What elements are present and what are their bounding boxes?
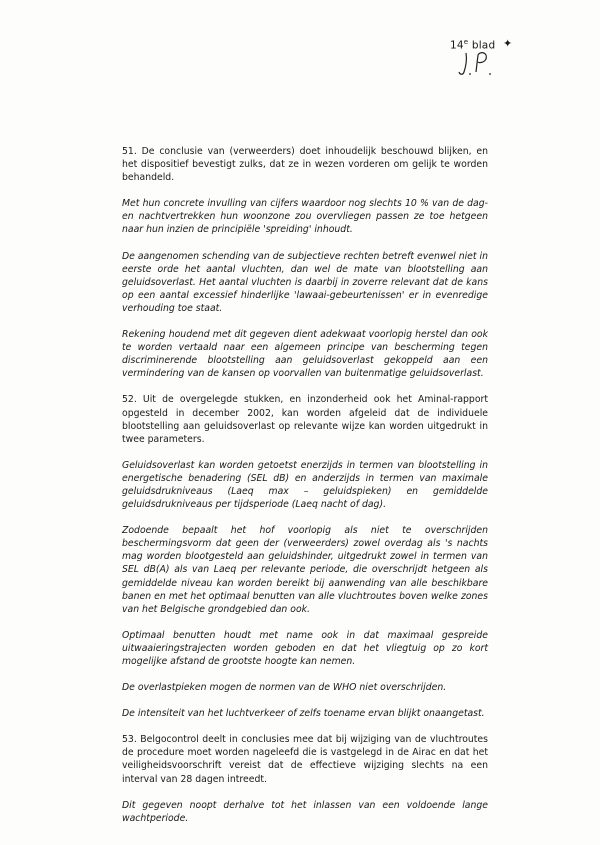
paragraph-53: 53. Belgocontrol deelt in conclusies mee dat bij wijziging van de vluchtroutes de procedure moet worden nageleefd die is vastgelegd in de Airac en dat het veiligheidsvoorschrift vereist dat de effectieve wijziging slechts na een interval van 28 dagen intreedt. xyxy=(122,734,488,785)
page-number-word: blad xyxy=(471,39,496,52)
paragraph-52: 52. Uit de overgelegde stukken, en inzonderheid ook het Aminal-rapport opgesteld in december 2002, kan worden afgeleid dat de individuele blootstelling aan geluidsoverlast op relevante wijze kan worden uitgedrukt in twee parameters. xyxy=(122,394,488,445)
page-header xyxy=(448,38,558,78)
handwritten-initials xyxy=(458,50,508,78)
paragraph-53-waiting-period: Dit gegeven noopt derhalve tot het inlassen van een voldoende lange wachtperiode. xyxy=(122,799,488,824)
paragraph-52-ruling: Zodoende bepaalt het hof voorlopig als niet te overschrijden beschermingsvorm dat geen der (verweerders) zowel overdag als 's nachts mag worden blootgesteld aan geluidshinder, uitgedrukt zowel in termen van SEL dB(A) als van Laeq per relevante periode, die overschrijdt hetgeen als gemiddelde niveau kan worden bereikt bij aanwending van alle beschikbare banen en met het optimaal benutten van alle vluchtroutes boven welke zones van het Belgische grondgebied dan ook. xyxy=(122,525,488,615)
paragraph-52-parameters: Geluidsoverlast kan worden getoetst enerzijds in termen van blootstelling in energetische benadering (SEL dB) en anderzijds in termen van maximale geluidsdrukniveaus (Laeq max – geluidspieken) en gemiddelde geluidsdrukniveaus per tijdsperiode (Laeq nacht of dag). xyxy=(122,459,488,511)
paragraph-52-optimal-use: Optimaal benutten houdt met name ook in dat maximaal gespreide uitwaaieringstrajecten worden geboden en dat het vliegtuig op zo kort mogelijke afstand de grootste hoogte kan nemen. xyxy=(122,629,488,667)
page-number-value: 14 xyxy=(450,39,464,52)
corner-mark-icon: ✦ xyxy=(503,37,513,50)
paragraph-51-dispersion: Met hun concrete invulling van cijfers waardoor nog slechts 10 % van de dag- en nachtvertrekken hun woonzone zou overvliegen passen ze toe hetgeen naar hun inzien de principiële 'spreiding' inhoudt. xyxy=(122,198,488,236)
page-number-suffix: e xyxy=(463,38,469,46)
paragraph-51-exposure: De aangenomen schending van de subjectieve rechten betreft evenwel niet in eerste orde het aantal vluchten, dan wel de mate van blootstelling aan geluidsoverlast. Het aantal vluchten is daarbij in zoverre relevant dat de kans op een aantal excessief hinderlijke 'lawaai-gebeurtenissen' er in evenredige verhouding toe staat. xyxy=(122,250,488,314)
paragraph-52-intensity: De intensiteit van het luchtverkeer of zelfs toename ervan blijkt onaangetast. xyxy=(122,708,485,720)
paragraph-51-remedy: Rekening houdend met dit gegeven dient adekwaat voorlopig herstel dan ook te worden vertaald naar een algemeen principe van bescherming tegen discriminerende blootstelling aan geluidsoverlast gekoppeld aan een vermindering van de kansen op voorvallen van buitenmatige geluidsoverlast. xyxy=(122,329,488,380)
paragraph-52-who-norms: De overlastpieken mogen de normen van de WHO niet overschrijden. xyxy=(122,682,447,694)
paragraph-51: 51. De conclusie van (verweerders) doet inhoudelijk beschouwd blijken, en het dispositief bevestigt zulks, dat ze in wezen vorderen om gelijk te worden behandeld. xyxy=(122,146,488,184)
document-body xyxy=(122,145,488,825)
